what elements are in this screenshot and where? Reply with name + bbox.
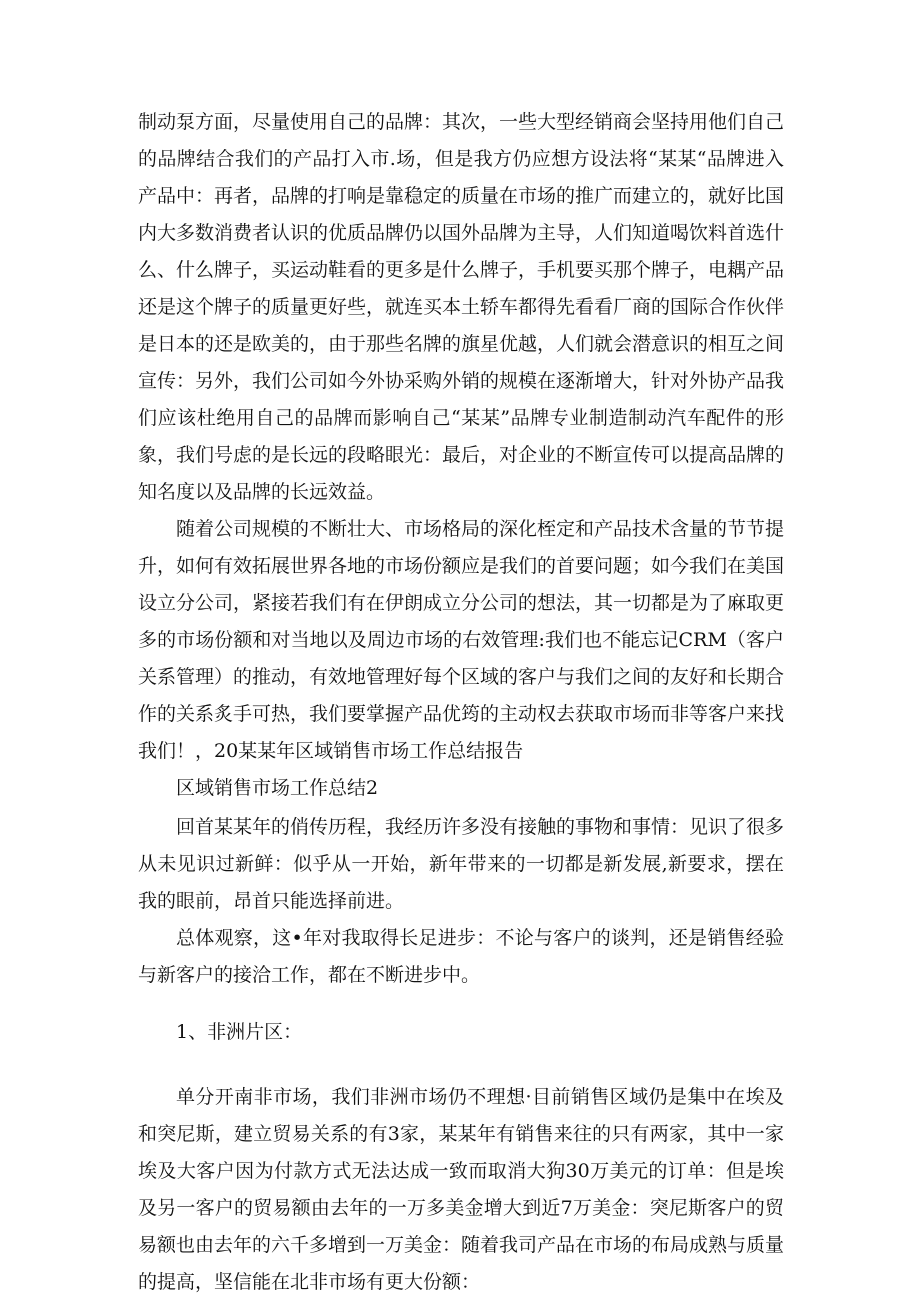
paragraph-review: 回首某某年的俏传历程，我经历许多没有接触的事物和事情：见识了很多从未见识过新鲜：似乎从一开始，新年带来的一切都是新发展,新要求，摆在我的眼前，昂首只能选择前进。 [138,816,785,912]
section-heading: 区域销售市场工作总结2 [176,777,379,799]
paragraph-brand-strategy: 制动泵方面，尽量使用自己的品牌：其次，一些大型经销商会坚持用他们自己的品牌结合我们的产品打入市.场，但是我方仍应想方设法将“某某“品牌进入产品中：再者，品牌的打响是靠稳定的质量在市场的推广而建立的，就好比国内大多数消费者认识的优质品牌仍以国外品牌为主导，人们知道喝饮料首选什么、什么牌子，买运动鞋看的更多是什么牌子，手机要买那个牌子，电耦产品还是这个牌子的质量更好些，就连买本土轿车都得先看看厂商的国际合作伙伴是日本的还是欧美的，由于那些名牌的旗星优越，人们就会潜意识的相互之间宣传：另外，我们公司如今外协采购外销的规模在逐渐增大，针对外协产品我们应该杜绝用自己的品牌而影响自己“某某”品牌专业制造制动汽车配件的形象，我们号虑的是长远的段略眼光：最后，对企业的不断宣传可以提高品牌的知名度以及品牌的长远效益。 [138,111,785,503]
subheading-africa: 1、非洲片区： [176,1021,303,1043]
paragraph-market-expansion: 随着公司规模的不断壮大、市场格局的深化桎定和产品技术含量的节节提升，如何有效拓展世界各地的市场份额应是我们的首要问题；如今我们在美国设立分公司，紧接若我们有在伊朗成立分公司的想法，其一切都是为了麻取更多的市场份额和对当地以及周边市场的右效管理:我们也不能忘记CRM（客户关系管理）的推动，有效地管理好每个区域的客户与我们之间的友好和长期合作的关系炙手可热，我们要掌握产品优筠的主动权去获取市场而非等客户来找我们！，20某某年区域销售市场工作总结报告 [138,518,785,762]
paragraph-overall: 总体观察，这•年对我取得长足进步：不论与客户的谈判，还是销售经验与新客户的接洽工作，都在不断进步中。 [138,927,784,986]
document-body [138,104,784,1301]
paragraph-africa: 单分开南非市场，我们非洲市场仍不理想·目前销售区域仍是集中在埃及和突尼斯，建立贸易关系的有3家，某某年有销售来往的只有两家，其中一家埃及大客户因为付款方式无法达成一致而取消大狗30万美元的订单：但是埃及另一客户的贸易额由去年的一万多美金增大到近7万美金：突尼斯客户的贸易额也由去年的六千多增到一万美金：随着我司产品在市场的布局成熟与质量的提高，坚信能在北非市场有更大份额： [138,1086,785,1293]
